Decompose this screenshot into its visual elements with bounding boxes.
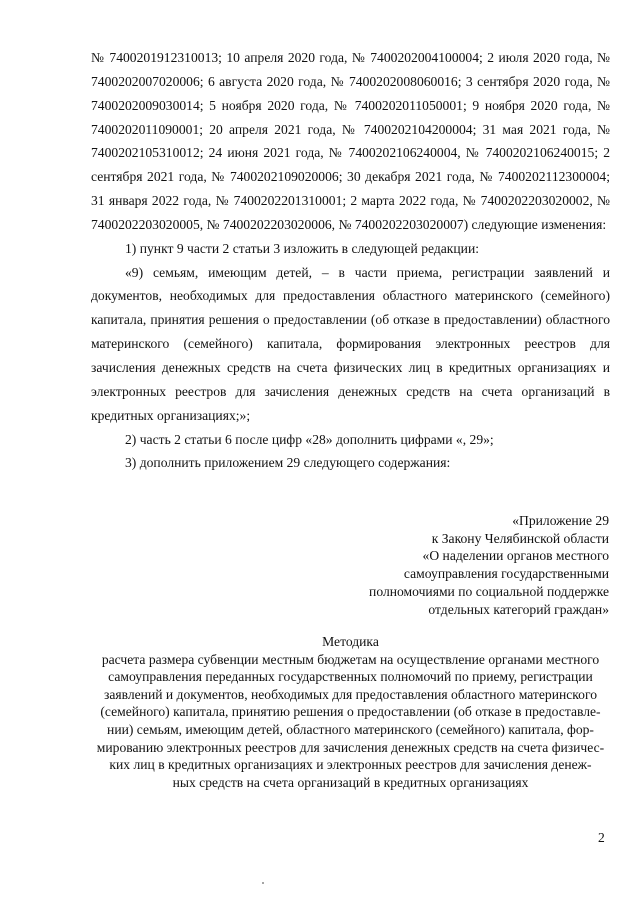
scan-speck [262, 882, 264, 884]
appendix-header-line: отдельных категорий граждан» [428, 601, 609, 617]
methodology-subtitle-line: (семейного) капитала, принятию решения о предоставлении (об отказе в предоставле- [100, 704, 601, 720]
appendix-header [340, 512, 609, 618]
appendix-header-line: самоуправления государственными [403, 566, 609, 582]
appendix-header-line: «О наделении органов местного [422, 548, 609, 564]
methodology-subtitle-line: самоуправления переданных государственных полномочий по приему, регистрации [108, 669, 593, 685]
methodology-subtitle-line: ных средств на счета организаций в кредитных организациях [172, 774, 529, 790]
methodology-subtitle-line: заявлений и документов, необходимых для предоставления областного материнского [103, 686, 598, 702]
paragraph-item-2: 2) часть 2 статьи 6 после цифр «28» дополнить цифрами «, 29»; [125, 431, 494, 447]
appendix-header-line: к Закону Челябинской области [431, 530, 609, 546]
paragraph-item-3: 3) дополнить приложением 29 следующего содержания: [125, 455, 451, 471]
appendix-header-line: «Приложение 29 [512, 513, 609, 528]
methodology-subtitle-line: расчета размера субвенции местным бюджетам на осуществление органами местного [101, 651, 600, 667]
paragraph-item-1: 1) пункт 9 части 2 статьи 3 изложить в следующей редакции: [125, 240, 480, 256]
paragraph-item-1-quote: «9) семьям, имеющим детей, – в части приема, регистрации заявлений и документов, необходимых для предоставления областного материнского (семейного) капитала, принятия решения о предоставлении (об отказе в предоставлении) областного материнского (семейного) капитала, формирования электронных реестров для зачисления денежных средств на счета физических лиц в кредитных организациях и электронных реестров для зачисления денежных средств на счета организаций в кредитных организациях;»; [91, 264, 610, 423]
methodology-title: Методика [322, 634, 379, 649]
appendix-header-line: полномочиями по социальной поддержке [369, 583, 609, 599]
methodology-subtitle-line: мированию электронных реестров для зачисления денежных средств на счета физичес- [96, 739, 605, 755]
paragraph-registry-list: № 7400201912310013; 10 апреля 2020 года, № 7400202004100004; 2 июля 2020 года, № 7400202007020006; 6 августа 2020 года, № 7400202008060016; 3 сентября 2020 года, № 7400202009030014; 5 ноября 2020 года, № 7400202011050001; 9 ноября 2020 года, № 7400202011090001; 20 апреля 2021 года, № 7400202104200004; 31 мая 2021 года, № 7400202105310012; 24 июня 2021 года, № 7400202106240004, № 7400202106240015; 2 сентября 2021 года, № 7400202109020006; 30 декабря 2021 года, № 7400202112300004; 31 января 2022 года, № 7400202201310001; 2 марта 2022 года, № 7400202203020002, № 7400202203020005, № 7400202203020006, № 7400202203020007) следующие изменения: [91, 50, 610, 232]
methodology-subtitle-line: нии) семьям, имеющим детей, областного материнского (семейного) капитала, фор- [107, 721, 594, 737]
body-text [91, 46, 610, 475]
methodology-section [91, 633, 610, 791]
page-number: 2 [598, 830, 605, 845]
methodology-subtitle-line: ких лиц в кредитных организациях и электронных реестров для зачисления денеж- [109, 757, 592, 773]
